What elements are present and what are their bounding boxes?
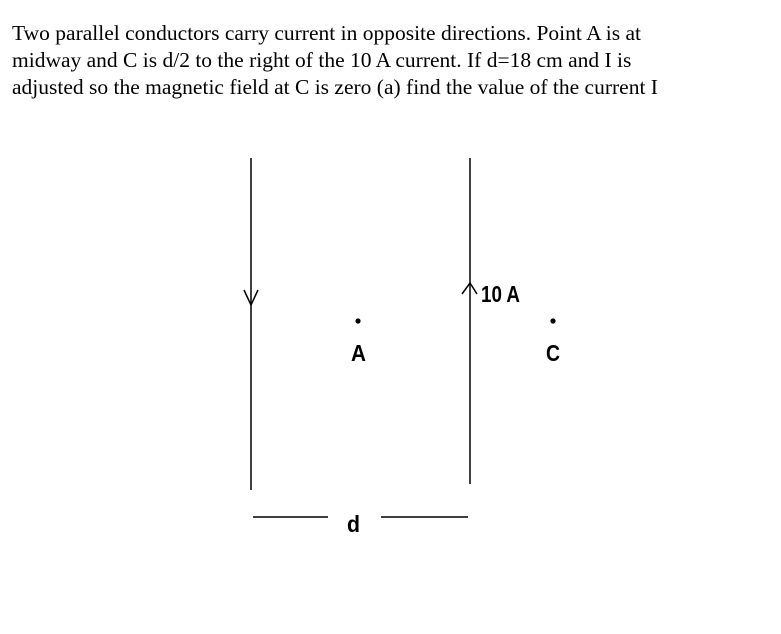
point-a-dot xyxy=(355,318,360,323)
distance-label: d xyxy=(347,511,360,537)
problem-line-2: midway and C is d/2 to the right of the 10 A current. If d=18 cm and I is xyxy=(12,48,632,72)
point-c-label: C xyxy=(546,340,560,366)
right-current-label: 10 A xyxy=(481,281,520,307)
problem-line-3: adjusted so the magnetic field at C is zero (a) find the value of the current I xyxy=(12,75,658,99)
problem-line-1: Two parallel conductors carry current in opposite directions. Point A is at xyxy=(12,21,642,45)
point-a-label: A xyxy=(351,340,366,366)
point-c-dot xyxy=(550,318,555,323)
